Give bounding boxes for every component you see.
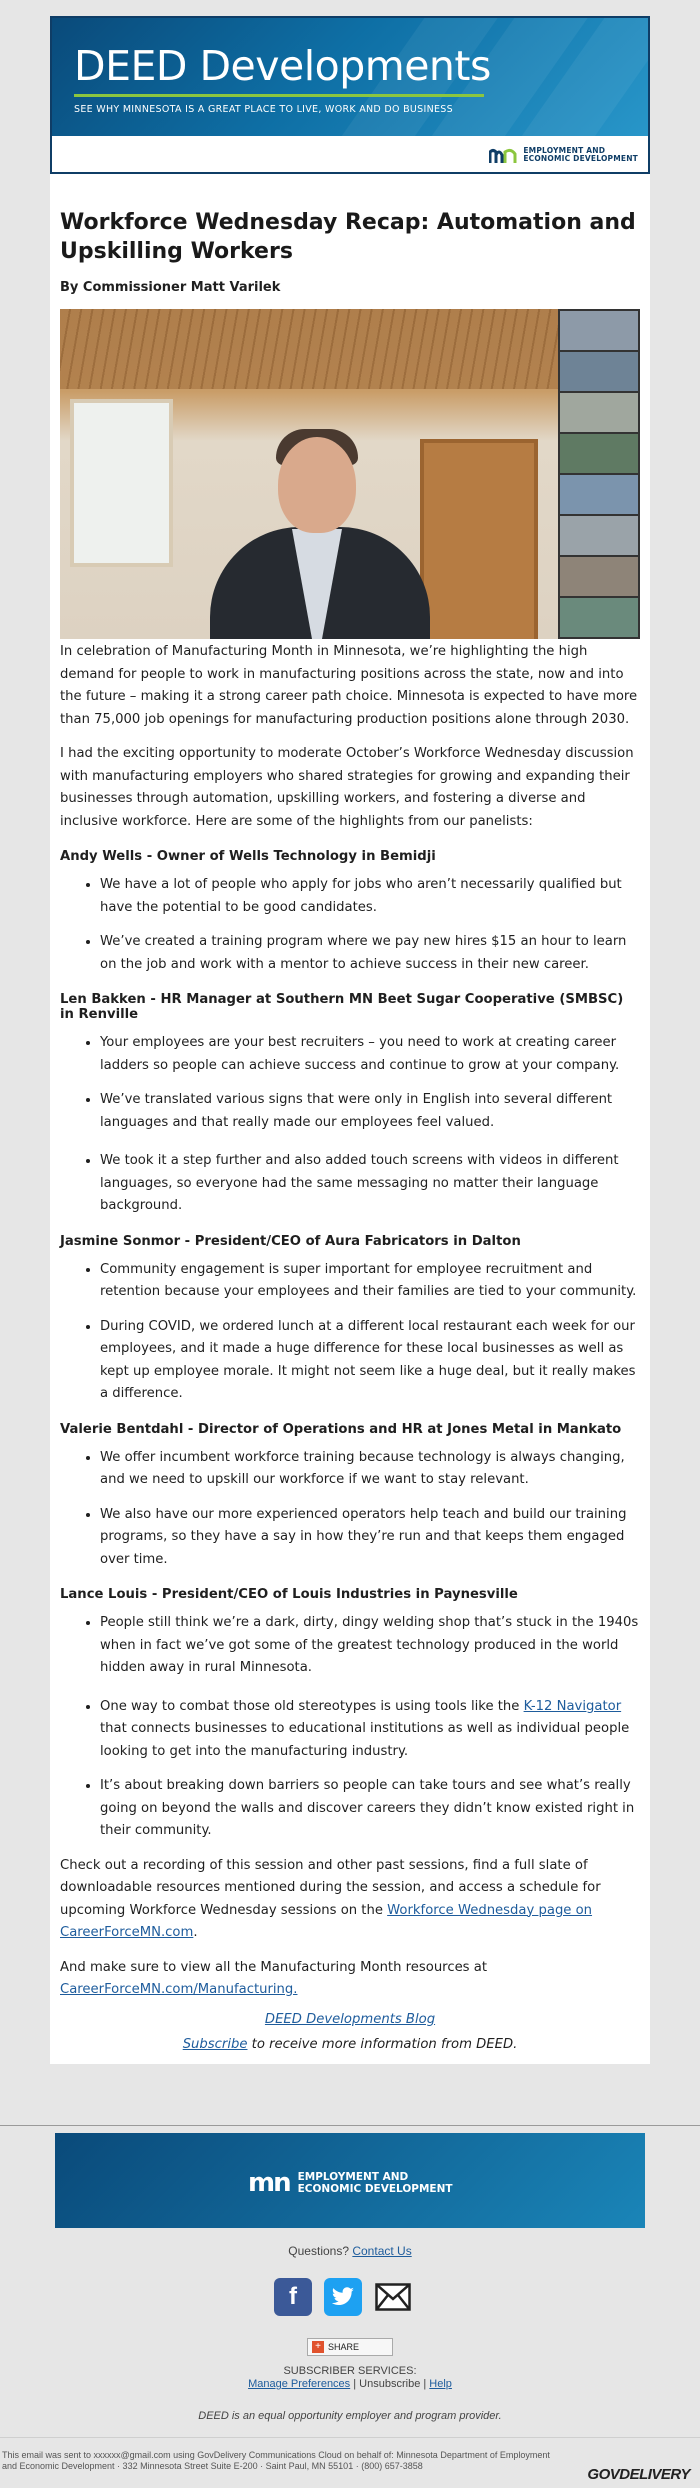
mn-logo-icon: mn	[248, 2168, 290, 2198]
video-call-photo	[60, 309, 640, 639]
subscribe-row: Subscribe to receive more information from DEED.	[182, 2036, 518, 2052]
manufacturing-resources-link[interactable]: CareerForceMN.com/Manufacturing.	[60, 1982, 298, 1997]
twitter-icon[interactable]	[324, 2278, 362, 2316]
panelist-heading: Jasmine Sonmor - President/CEO of Aura Fabricators in Dalton	[60, 1233, 521, 1249]
subscriber-services-label: SUBSCRIBER SERVICES:	[283, 2365, 417, 2377]
email-body	[50, 16, 650, 2064]
panelist-heading: Andy Wells - Owner of Wells Technology in Bemidji	[60, 849, 436, 864]
speaker-video	[60, 309, 558, 639]
participant-tile	[560, 393, 638, 432]
list-item: • We have a lot of people who apply for jobs who aren’t necessarily qualified but have the potential to be good candidates.	[100, 874, 640, 919]
panelist-points	[60, 1032, 640, 1218]
blog-link-row	[60, 2012, 640, 2027]
panelist-points	[60, 1259, 640, 1406]
footer-logo-line-2: ECONOMIC DEVELOPMENT	[297, 2183, 453, 2195]
panelist-heading: Lance Louis - President/CEO of Louis Industries in Paynesville	[60, 1587, 518, 1602]
mn-logo-icon	[489, 146, 519, 164]
participant-tile	[560, 311, 638, 350]
panelist-heading: Len Bakken - HR Manager at Southern MN Beet Sugar Cooperative (SMBSC) in Renville	[60, 992, 624, 1022]
banner-graphic	[52, 18, 648, 136]
intro-paragraph-1: In celebration of Manufacturing Month in Minnesota, we’re highlighting the high demand for people to work in manufacturing positions across the state, now and into the future – making it a strong career path choice. Minnesota is expected to have more than 75,000 job openings for manufacturing production positions alone through 2030.	[60, 644, 638, 727]
footer-banner	[55, 2133, 645, 2228]
subscriber-services: SUBSCRIBER SERVICES: Manage Preferences | Unsubscribe | Help	[0, 2365, 700, 2391]
participant-tile	[560, 598, 638, 637]
delivery-note: This email was sent to xxxxxx@gmail.com using GovDelivery Communications Cloud on behalf of: Minnesota Department of Employment and Economic Development · 332 Minnesota Street Suite E-200 · Saint Paul, MN 55101 · (800) 657-3858	[2, 2450, 550, 2471]
questions-label: Questions?	[288, 2244, 349, 2258]
deed-blog-link[interactable]: DEED Developments Blog	[264, 2011, 436, 2027]
banner-tagline: SEE WHY MINNESOTA IS A GREAT PLACE TO LIVE, WORK AND DO BUSINESS	[74, 104, 453, 115]
participant-tile	[560, 516, 638, 555]
help-link[interactable]: Help	[429, 2378, 452, 2390]
contact-us-link[interactable]: Contact Us	[352, 2244, 412, 2258]
deed-logo	[489, 146, 638, 164]
share-button[interactable]	[307, 2338, 393, 2356]
list-item: • Community engagement is super important for employee recruitment and retention because your employees and their families are tied to your community.	[100, 1259, 640, 1304]
questions-row	[0, 2244, 700, 2258]
logo-line-1: EMPLOYMENT AND	[523, 145, 606, 155]
panelist-points	[60, 874, 640, 976]
list-item: • Your employees are your best recruiters – you need to work at creating career ladders so people can achieve success and continue to grow at your company.	[100, 1032, 640, 1077]
subscribe-link[interactable]: Subscribe	[182, 2036, 248, 2052]
unsubscribe-link[interactable]: Unsubscribe	[359, 2378, 421, 2390]
manage-preferences-link[interactable]: Manage Preferences	[248, 2378, 351, 2390]
logo-line-2: ECONOMIC DEVELOPMENT	[523, 154, 638, 163]
participant-tile	[560, 475, 638, 514]
list-item: • We’ve created a training program where we pay new hires $15 an hour to learn on the job and work with a mentor to achieve success in their new career.	[100, 931, 640, 976]
list-item: • It’s about breaking down barriers so people can take tours and see what’s really going on beyond the walls and discover careers they didn’t know existed right in their community.	[100, 1775, 640, 1843]
deed-banner	[50, 16, 650, 174]
workforce-wednesday-link[interactable]: Workforce Wednesday page on CareerForceMN.com	[60, 1902, 593, 1940]
participant-tiles	[558, 309, 640, 639]
plus-icon: +	[312, 2341, 324, 2353]
list-item: • During COVID, we ordered lunch at a different local restaurant each week for our employees, and it made a huge difference for these local businesses as well as kept up employee morale. It might not seem like a huge deal, but it really makes a difference.	[100, 1316, 640, 1406]
panelist-points	[60, 1612, 640, 1843]
footer-logo-line-1: EMPLOYMENT AND	[297, 2171, 409, 2183]
banner-divider	[74, 94, 484, 97]
govdelivery-logo: GOVDELIVERY	[587, 2466, 690, 2483]
participant-tile	[560, 434, 638, 473]
banner-title: DEED Developments	[74, 42, 491, 90]
footer-deed-logo	[248, 2168, 453, 2198]
list-item: • We took it a step further and also added touch screens with videos in different languages, so everyone had the same messaging no matter their language background.	[100, 1150, 640, 1218]
article-byline: By Commissioner Matt Varilek	[60, 280, 281, 295]
facebook-icon[interactable]: f	[274, 2278, 312, 2316]
list-item: • We’ve translated various signs that were only in English into several different languages and that really made our employees feel valued.	[100, 1089, 640, 1134]
panelist-heading: Valerie Bentdahl - Director of Operations and HR at Jones Metal in Mankato	[60, 1421, 622, 1437]
list-item: • We offer incumbent workforce training because technology is always changing, and we need to upskill our workforce if we want to stay relevant.	[100, 1447, 640, 1492]
participant-tile	[560, 352, 638, 391]
share-label: SHARE	[328, 2342, 360, 2352]
article-title: Workforce Wednesday Recap: Automation and Upskilling Workers	[60, 210, 636, 264]
closing-paragraph-2: And make sure to view all the Manufacturing Month resources at CareerForceMN.com/Manufacturing.	[60, 1959, 487, 1997]
list-item: • We also have our more experienced operators help teach and build our training programs, so they have a say in how they’re run and that keeps them engaged over time.	[100, 1504, 640, 1572]
k12-navigator-link[interactable]: K-12 Navigator	[523, 1698, 622, 1714]
list-item: • People still think we’re a dark, dirty, dingy welding shop that’s stuck in the 1940s when in fact we’ve got some of the greatest technology produced in the world hidden away in rural Minnesota.	[100, 1612, 640, 1680]
divider	[0, 2125, 700, 2126]
closing-paragraph-1: Check out a recording of this session and other past sessions, find a full slate of downloadable resources mentioned during the session, and access a schedule for upcoming Workforce Wednesday sessions on the Workforce Wednesday page on CareerForceMN.com.	[60, 1857, 601, 1940]
social-links	[274, 2278, 412, 2316]
equal-opportunity-note: DEED is an equal opportunity employer and program provider.	[198, 2410, 502, 2422]
email-icon[interactable]	[374, 2278, 412, 2316]
participant-tile	[560, 557, 638, 596]
list-item: • One way to combat those old stereotypes is using tools like the K-12 Navigator that connects businesses to educational institutions as well as individual people looking to get into the manufacturing industry.	[100, 1696, 640, 1764]
divider	[0, 2437, 700, 2438]
panelist-points	[60, 1447, 640, 1572]
intro-paragraph-2: I had the exciting opportunity to moderate October’s Workforce Wednesday discussion with manufacturing employers who shared strategies for growing and expanding their businesses through automation, upskilling workers, and fostering a diverse and inclusive workforce. Here are some of the highlights from our panelists:	[60, 746, 634, 829]
